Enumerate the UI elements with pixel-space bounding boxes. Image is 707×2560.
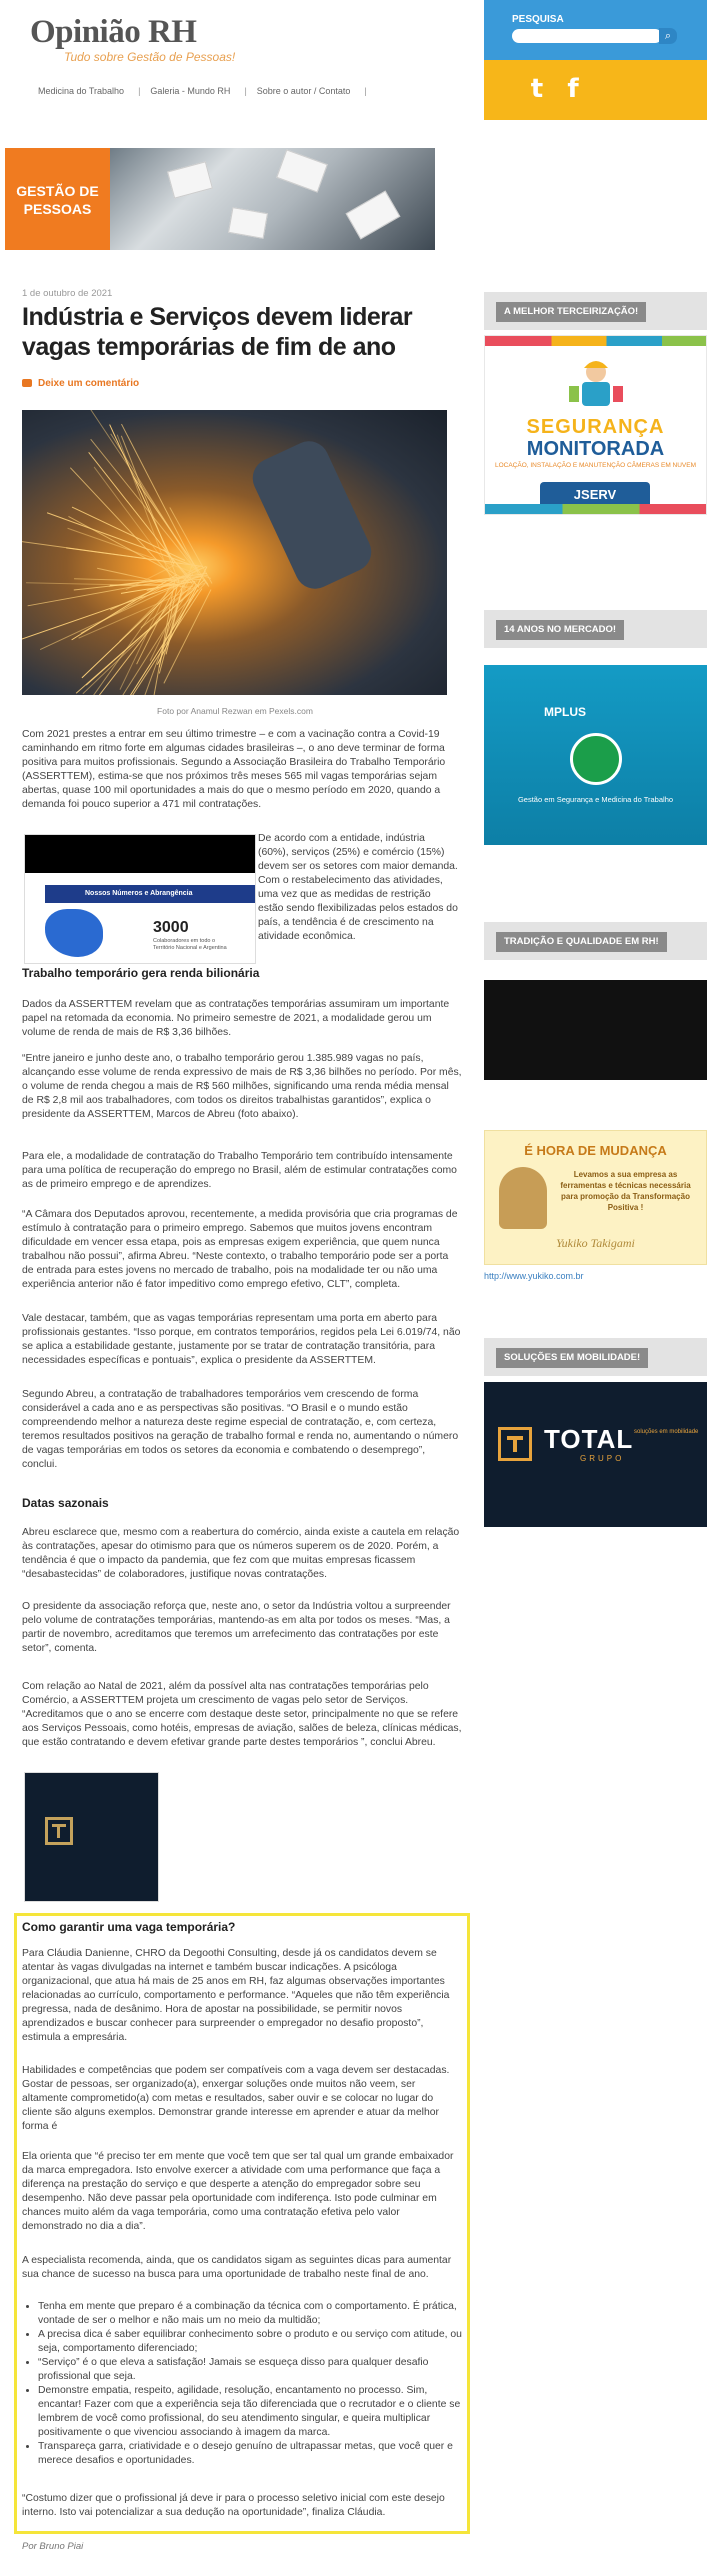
paragraph: “Costumo dizer que o profissional já deve ir para o processo seletivo inicial com este desejo interno. Isto vai potencializar a sua dedução na oportunidade”, finaliza Cláudia.: [22, 2493, 445, 2518]
sidebar-section-title: [484, 922, 707, 960]
list-item: • “Serviço” é o que eleva a satisfação! Jamais se esqueça disso para qualquer desafio profissional que seja.: [38, 2356, 462, 2384]
nav-item-sobre[interactable]: Sobre o autor / Contato: [256, 86, 351, 96]
nav-item-galeria[interactable]: Galeria - Mundo RH: [150, 86, 231, 96]
paragraph: “A Câmara dos Deputados aprovou, recentemente, a medida provisória que cria programas de estímulo à contratação para o primeiro emprego. Sabemos que muitos jovens encontram dificuldade em vencer essa etapa, pois as empresas exigem experiência, que quem nunca trabalhou não possui”, afirma Abreu. “Neste contexto, o trabalho temporário pode ser a porta de entrada para estes jovens no mercado de trabalho, pois na modalidade ter ou não uma experiência anterior não é fator impeditivo como emprego efetivo, CLT”, completa.: [22, 1209, 458, 1290]
paragraph: Para ele, a modalidade de contratação do Trabalho Temporário tem contribuído intensamente para uma política de recuperação do emprego no Brasil, além de estimular contratações como as de primeiro emprego e de aprendizes.: [22, 1151, 457, 1190]
list-item: • Demonstre empatia, respeito, agilidade, resolução, encantamento no processo. Sim, encantar! Fazer com que a experiência seja tão diferenciada que o recrutador e o cliente se lembrem de você como profissional, do seu atendimento singular, e queira multiplicar positivamente o que vivenciou associando à imagem da marca.: [38, 2384, 462, 2440]
ad-mud-signature: Yukiko Takigami: [556, 1236, 635, 1250]
search-input[interactable]: [512, 29, 662, 43]
tips-list: [26, 2300, 462, 2468]
ad-mud-title: É HORA DE MUDANÇA: [524, 1143, 667, 1158]
site-tagline: Tudo sobre Gestão de Pessoas!: [64, 50, 236, 64]
ad-seg-title: SEGURANÇA: [526, 416, 665, 438]
post-date[interactable]: 1 de outubro de 2021: [22, 288, 113, 299]
banner-label-line2: PESSOAS: [23, 201, 92, 217]
worker-icon: [565, 356, 627, 408]
ad-total-grupo: GRUPO: [580, 1454, 625, 1463]
paragraph: Habilidades e competências que podem ser compatíveis com a vaga devem ser destacadas. Gostar de pessoas, ser organizado(a), enxergar soluções onde muitos não veem, ser altamente comprometido(a) com metas e resultados, saber ouvir e se colocar no lugar do cliente são alguns exemplos. Demonstrar grande interesse em aprender e atuar da melhor forma é: [22, 2065, 450, 2132]
banner-photo: [110, 148, 435, 250]
paragraph: Segundo Abreu, a contratação de trabalhadores temporários vem crescendo de forma considerável a cada ano e as perspectivas são positivas. “O Brasil e o mundo estão compreendendo melhor a natureza deste regime especial de contratação, e, com certeza, teremos resultados positivos na geração de trabalho formal e renda no, aumentando o número de vagas temporárias em todos os setores da economia e combatendo o desemprego”, conclui.: [22, 1389, 459, 1470]
ad-mudanca[interactable]: [484, 1130, 707, 1265]
total-logo-icon: [498, 1427, 532, 1461]
ad-divider: [484, 970, 707, 980]
grinder-shape: [246, 435, 378, 596]
comment-icon: [22, 379, 32, 387]
list-item: • Transpareça garra, criatividade e o desejo genuíno de ultrapassar metas, que você quer e merece desafios e oportunidades.: [38, 2440, 462, 2468]
paragraph: Abreu esclarece que, mesmo com a reabertura do comércio, ainda existe a cautela em relação às contratações, apesar do otimismo para que os números superem os de 2020. Porém, a tendência é que o impacto da pandemia, que fez com que muitas empresas ficassem “desabastecidas” de colaboradores, justifique novas contratações.: [22, 1527, 460, 1580]
sidebar-section-title: [484, 610, 707, 648]
main-nav: [38, 86, 377, 96]
banner-label: [5, 148, 110, 250]
ad-mplus[interactable]: [484, 665, 707, 845]
paragraph: A especialista recomenda, ainda, que os candidatos sigam as seguintes dicas para aumentar sua chance de sucesso na busca para uma oportunidade de trabalho neste final de ano.: [22, 2255, 452, 2280]
paragraph: Ela orienta que “é preciso ter em mente que você tem que ser tal qual um grande embaixador da marca empregadora. Isto envolve exercer a atividade com uma performance que faça a diferença na prestação do serviço e que desperte a atenção do empregador sobre seu desempenho. Não deve passar pela oportunidade com indiferença. Isto pode culminar em chances muito além da vaga temporária, como uma contratação efetiva pelo valor demonstrado no dia a dia”.: [22, 2151, 454, 2232]
paragraph: De acordo com a entidade, indústria (60%), serviços (25%) e comércio (15%) devem ser os setores com maior demanda. Com o restabelecimento das atividades, uma vez que as medidas de restrição estão sendo flexibilizadas pelos estados do país, a tendência é de crescimento na atividade econômica.: [258, 833, 458, 942]
search-label: PESQUISA: [512, 14, 564, 25]
facebook-icon[interactable]: f: [567, 74, 579, 104]
nav-separator: |: [138, 86, 141, 96]
search-widget: [484, 0, 707, 60]
post-title: Indústria e Serviços devem liderar vagas temporárias de fim de ano: [22, 303, 413, 361]
ad-seguranca[interactable]: [484, 335, 707, 515]
spark-line: [70, 467, 177, 581]
total-logo-icon: [45, 1817, 73, 1845]
section-heading: Como garantir uma vaga temporária?: [22, 1920, 236, 1934]
paragraph: Com relação ao Natal de 2021, além da possível alta nas contratações temporárias pelo Comércio, a ASSERTTEM projeta um crescimento de vagas pelo setor de Serviços. “Acreditamos que o ano se encerre com destaque deste setor, principalmente no que se refere aos Serviços Pessoais, como hotéis, empresas de aviação, salões de beleza, clínicas médicas, que estão contratando e devem efetivar grande parte destes temporários ”, conclui Abreu.: [22, 1681, 462, 1748]
list-item: • Tenha em mente que preparo é a combinação da técnica com o comportamento. É prática, vontade de ser o melhor e não mais um no meio da multidão;: [38, 2300, 462, 2328]
comment-link-label: Deixe um comentário: [38, 378, 140, 389]
inset-ad-black: [25, 835, 255, 873]
twitter-icon[interactable]: t: [530, 74, 544, 104]
helmet-icon: [570, 733, 622, 785]
section-heading: Trabalho temporário gera renda bilionária: [22, 966, 260, 980]
inset-ad-caption: Colaboradores em todo o Território Nacional e Argentina: [153, 938, 227, 951]
ad-mud-text: Levamos a sua empresa as ferramentas e técnicas necessária para promoção da Transformação Positiva !: [560, 1170, 691, 1212]
header-banner: [0, 148, 435, 250]
site-header: [0, 0, 480, 135]
banner-paper: [346, 191, 401, 240]
sidebar-section-label: SOLUÇÕES EM MOBILIDADE!: [496, 1348, 648, 1368]
site-title[interactable]: Opinião RH: [30, 14, 197, 50]
paragraph: Vale destacar, também, que as vagas temporárias representam uma porta em aberto para profissionais gestantes. “Isso porque, em contratos temporários, regidos pela Lei 6.019/74, não se aplica a estabilidade gestante, justamente por se tratar de contratação transitória, para necessidades específicas e pontuais”, explica o presidente da ASSERTTEM.: [22, 1313, 461, 1366]
photo-credit: Foto por Anamul Rezwan em Pexels.com: [157, 706, 313, 716]
paragraph: Dados da ASSERTTEM revelam que as contratações temporárias assumiram um importante papel na retomada da economia. No primeiro semestre de 2021, a modalidade gerou um volume de renda de mais de R$ 3,36 bilhões.: [22, 999, 450, 1038]
inset-logo-image: [24, 1772, 159, 1902]
map-icon: [45, 909, 103, 957]
sidebar-section-label: 14 ANOS NO MERCADO!: [496, 620, 624, 640]
ad-stripe: [485, 504, 706, 514]
inset-ad-number: 3000: [153, 919, 189, 936]
ad-total-name: TOTAL: [544, 1424, 634, 1454]
nav-separator: |: [244, 86, 247, 96]
ad-stripe: [485, 336, 706, 346]
paragraph: O presidente da associação reforça que, neste ano, o setor da Indústria voltou a surpreender pelo volume de contratações temporárias, mantendo-as em alta por todos os meses. “Mas, a partir de novembro, acreditamos que teremos um arrefecimento das contratações por este setor”, comenta.: [22, 1601, 451, 1654]
inset-ad-band: Nossos Números e Abrangência: [45, 885, 255, 903]
social-bar: [484, 60, 707, 120]
banner-paper: [276, 149, 328, 192]
nav-separator: |: [364, 86, 367, 96]
paragraph: Para Cláudia Danienne, CHRO da Degoothi Consulting, desde já os candidatos devem se atentar às vagas divulgadas na internet e também buscar indicações. A psicóloga organizacional, que atua há mais de 25 anos em RH, faz algumas observações importantes relacionadas ao currículo, comportamento e performance. “Aqueles que não têm experiência pregressa, nada de desânimo. Hora de apostar na possibilidade, se permitir novos aprendizados e buscar conhecer para surpreender o empregador no desafio proposto”, estimula a empresária.: [22, 1948, 450, 2043]
ad-plus-text: Gestão em Segurança e Medicina do Trabalho: [517, 795, 674, 804]
search-icon[interactable]: ⌕: [659, 28, 677, 44]
post-hero-image: [22, 410, 447, 695]
sidebar-section-label: TRADIÇÃO E QUALIDADE EM RH!: [496, 932, 667, 952]
sidebar: [484, 0, 707, 2560]
yukiko-link[interactable]: http://www.yukiko.com.br: [484, 1271, 584, 1281]
inset-ad[interactable]: [24, 834, 256, 964]
person-photo: [499, 1167, 547, 1229]
section-heading: Datas sazonais: [22, 1496, 109, 1510]
sidebar-section-title: [484, 1338, 707, 1376]
banner-label-line1: GESTÃO DE: [16, 183, 99, 199]
comment-link[interactable]: [22, 378, 139, 389]
list-item: • A precisa dica é saber equilibrar conhecimento sobre o produto e ou serviço com atitude, ou seja, comportamento diferenciado;: [38, 2328, 462, 2356]
banner-paper: [228, 207, 268, 239]
ad-total-side: soluções em mobilidade: [634, 1429, 699, 1435]
ad-plus-logo: MPLUS: [544, 705, 586, 719]
sidebar-section-label: A MELHOR TERCEIRIZAÇÃO!: [496, 302, 646, 322]
ad-total[interactable]: [484, 1382, 707, 1527]
nav-item-medicina[interactable]: Medicina do Trabalho: [38, 86, 125, 96]
ad-rh-image[interactable]: [484, 970, 707, 1080]
post-author: Por Bruno Piai: [22, 2541, 84, 2552]
paragraph: “Entre janeiro e junho deste ano, o trabalho temporário gerou 1.385.989 vagas no país, alcançando esse volume de renda expressivo de mais de R$ 3,36 bilhões no período. Por mês, o volume de renda chegou a mais de R$ 560 milhões, significando uma renda média mensal de R$ 2,8 mil aos trabalhadores, com todos os direitos trabalhistas garantidos”, explica o presidente da ASSERTTEM, Marcos de Abreu (foto abaixo).: [22, 1053, 462, 1120]
ad-seg-subtitle: MONITORADA: [526, 438, 665, 460]
ad-seg-tagline: LOCAÇÃO, INSTALAÇÃO E MANUTENÇÃO CÂMERAS EM NUVEM: [494, 462, 697, 469]
banner-paper: [167, 161, 213, 198]
sidebar-section-title: [484, 292, 707, 330]
paragraph: Com 2021 prestes a entrar em seu último trimestre – e com a vacinação contra a Covid-19 caminhando em ritmo forte em algumas cidades brasileiras –, o ano deve terminar de forma positiva para muitos profissionais. Segundo a Associação Brasileira do Trabalho Temporário (ASSERTTEM), estima-se que nos próximos três meses 565 mil vagas temporárias sejam abertas, quase 100 mil oportunidades a mais do que o mesmo período em 2020, quando a demanda foi pouco superior a 471 mil contratações.: [22, 729, 446, 810]
ad-seg-logo: JSERV: [540, 482, 650, 508]
